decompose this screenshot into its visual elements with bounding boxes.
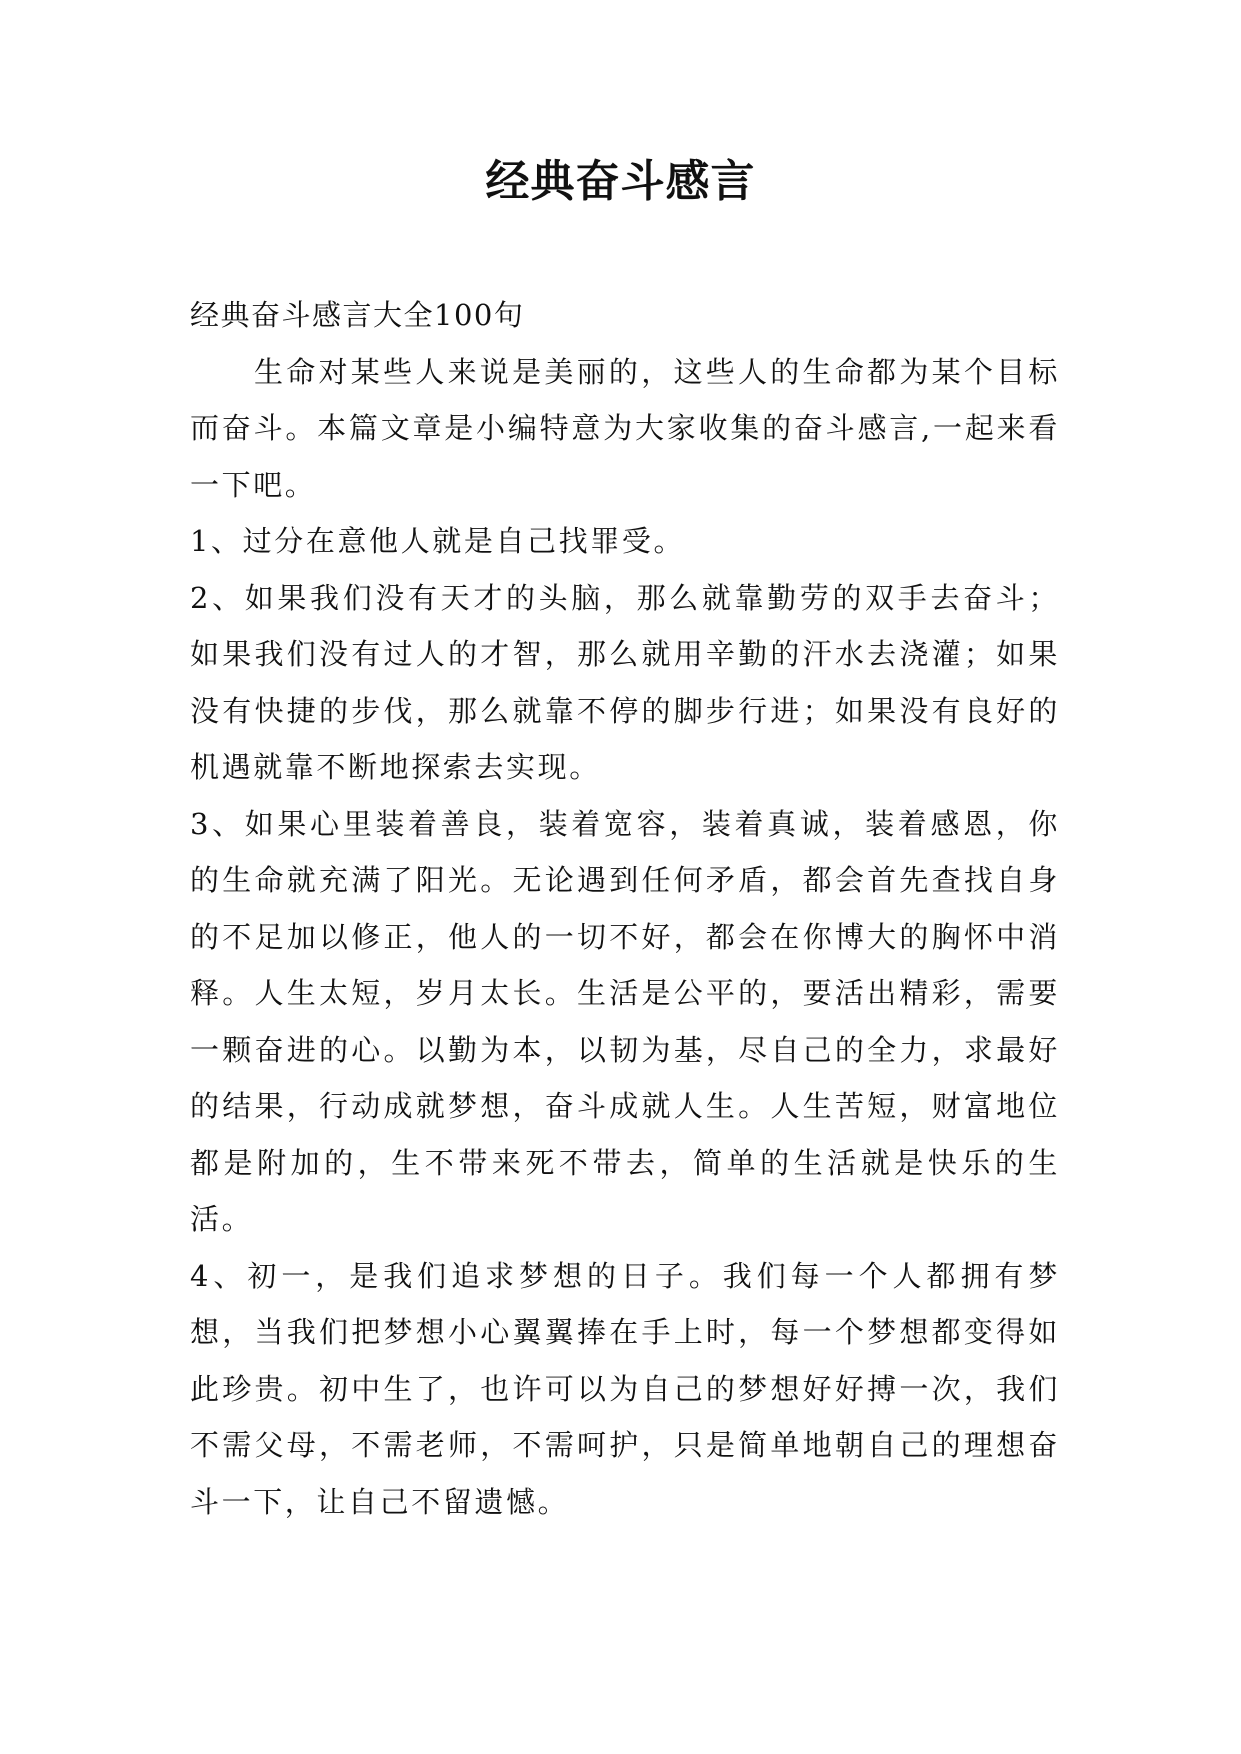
document-title: 经典奋斗感言 [485, 156, 756, 207]
intro-paragraph: 生命对某些人来说是美丽的，这些人的生命都为某个目标而奋斗。本篇文章是小编特意为大家收集的奋斗感言,一起来看一下吧。 [190, 354, 1060, 502]
list-item: 3、如果心里装着善良，装着宽容，装着真诚，装着感恩，你的生命就充满了阳光。无论遇到任何矛盾，都会首先查找自身的不足加以修正，他人的一切不好，都会在你博大的胸怀中消释。人生太短，岁月太长。生活是公平的，要活出精彩，需要一颗奋进的心。以勤为本，以韧为基，尽自己的全力，求最好的结果，行动成就梦想，奋斗成就人生。人生苦短，财富地位都是附加的，生不带来死不带去，简单的生活就是快乐的生活。 [190, 806, 1060, 1236]
list-item: 4、初一，是我们追求梦想的日子。我们每一个人都拥有梦想，当我们把梦想小心翼翼捧在手上时，每一个梦想都变得如此珍贵。初中生了，也许可以为自己的梦想好好搏一次，我们不需父母，不需老师，不需呵护，只是简单地朝自己的理想奋斗一下，让自己不留遗憾。 [190, 1258, 1060, 1519]
document-subtitle: 经典奋斗感言大全100句 [190, 298, 525, 332]
list-item: 2、如果我们没有天才的头脑，那么就靠勤劳的双手去奋斗；如果我们没有过人的才智，那么就用辛勤的汗水去浇灌；如果没有快捷的步伐，那么就靠不停的脚步行进；如果没有良好的机遇就靠不断地探索去实现。 [190, 580, 1060, 784]
list-item: 1、过分在意他人就是自己找罪受。 [190, 524, 686, 558]
document-body [190, 287, 1060, 1530]
